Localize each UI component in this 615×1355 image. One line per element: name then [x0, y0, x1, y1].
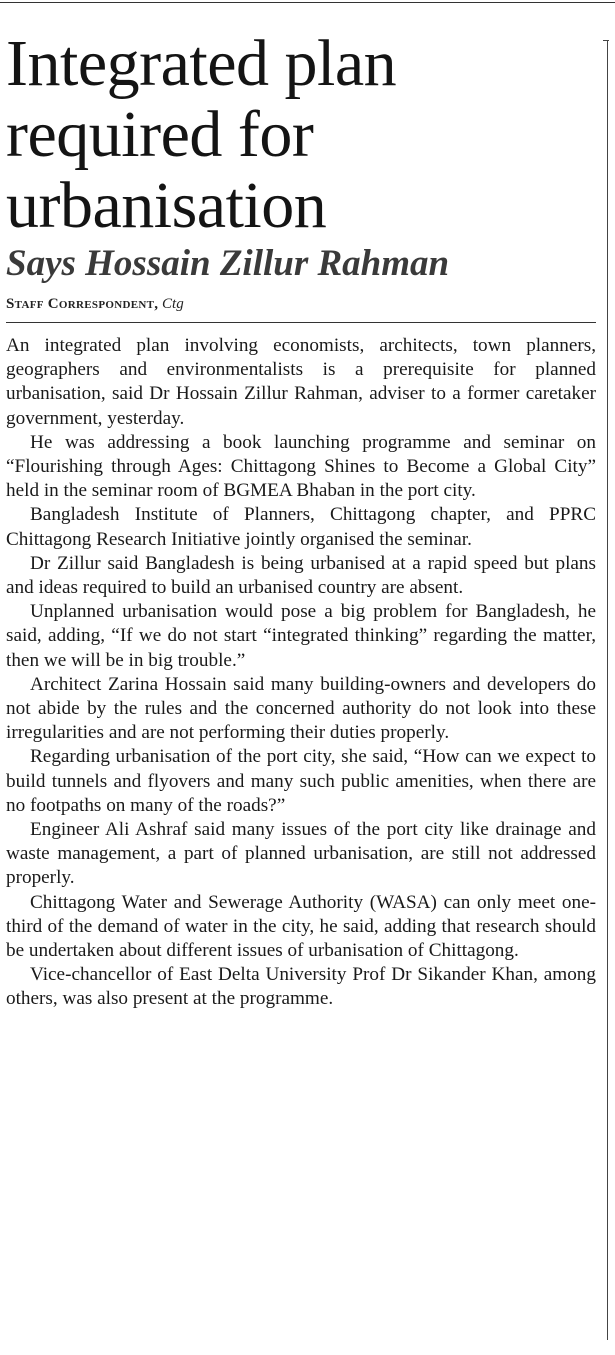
paragraph: Engineer Ali Ashraf said many issues of the port city like drainage and waste management, a part of planned urbanisation, are still not addressed properly. [6, 819, 596, 889]
headline-line-3: urbanisation [6, 169, 327, 242]
byline-location: Ctg [162, 296, 184, 312]
paragraph: Chittagong Water and Sewerage Authority (WASA) can only meet one-third of the demand of water in the city, he said, adding that research should be undertaken about different issues of urbanisation of Chittagong. [6, 891, 596, 962]
column-divider-mark [603, 40, 609, 41]
byline-author: Staff Correspondent, [6, 296, 159, 312]
paragraph: Regarding urbanisation of the port city, she said, “How can we expect to build tunnels and flyovers and many such public amenities, when there are no footpaths on many of the roads?” [6, 746, 596, 816]
column-divider [607, 40, 608, 1340]
article-body [6, 334, 596, 1012]
paragraph: Vice-chancellor of East Delta University Prof Dr Sikander Khan, among others, was also present at the programme. [6, 964, 596, 1010]
paragraph: Architect Zarina Hossain said many building-owners and developers do not abide by the rules and the concerned authority do not look into these irregularities and are not performing their duties properly. [6, 673, 596, 744]
byline [6, 295, 596, 323]
paragraph: Unplanned urbanisation would pose a big problem for Bangladesh, he said, adding, “If we do not start “integrated thinking” regarding the matter, then we will be in big trouble.” [6, 601, 596, 671]
subheadline: Says Hossain Zillur Rahman [6, 243, 450, 284]
top-rule [0, 2, 615, 3]
news-article [6, 28, 596, 1012]
paragraph: Dr Zillur said Bangladesh is being urbanised at a rapid speed but plans and ideas required to build an urbanised country are absent. [6, 552, 596, 599]
headline-line-1: Integrated plan [6, 27, 397, 100]
paragraph: Bangladesh Institute of Planners, Chittagong chapter, and PPRC Chittagong Research Initiative jointly organised the seminar. [6, 504, 596, 550]
headline-line-2: required for [6, 98, 314, 171]
paragraph: An integrated plan involving economists, architects, town planners, geographers and environmentalists is a prerequisite for planned urbanisation, said Dr Hossain Zillur Rahman, adviser to a former caretaker government, yesterday. [6, 335, 596, 429]
headline [6, 28, 596, 241]
paragraph: He was addressing a book launching programme and seminar on “Flourishing through Ages: Chittagong Shines to Become a Global City” held in the seminar room of BGMEA Bhaban in the port city. [6, 431, 596, 502]
